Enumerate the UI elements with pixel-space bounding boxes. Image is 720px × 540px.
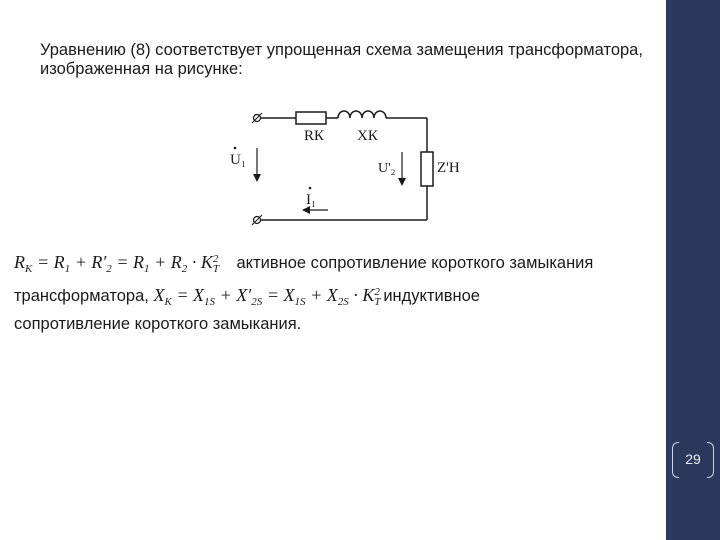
formula2-term2: + X′	[219, 285, 252, 305]
formula-rk-line	[14, 252, 593, 274]
formula2-term3: = X	[266, 285, 295, 305]
formula1-term3: = R	[116, 252, 145, 272]
intro-text: Уравнению (8) соответствует упрощенная схема замещения трансформатора, изображенная на рисунке:	[40, 41, 643, 78]
formula2-kt: · K	[353, 285, 375, 305]
formula2-term4: + X	[310, 285, 338, 305]
label-xk: XК	[357, 128, 378, 144]
xk-subscript: K	[164, 296, 172, 308]
formula1-description: активное сопротивление короткого замыкания	[236, 254, 594, 272]
formula1-sub3: 1	[144, 263, 150, 275]
formula1-term1: = R	[36, 252, 65, 272]
formula2-sub4: 2S	[337, 296, 349, 308]
label-rk: RК	[304, 128, 325, 144]
formula1-kt-sub: T	[212, 262, 220, 275]
formula1-sub1: 1	[64, 263, 71, 275]
formula1-kt: · K	[191, 252, 213, 272]
formula1-kt-sup: 2	[212, 252, 219, 265]
load-resistor-zn	[421, 152, 433, 186]
formula2-sub2: 2S	[251, 296, 263, 308]
label-zn: Z'Н	[437, 160, 460, 176]
formula2-kt-sub: T	[374, 295, 381, 308]
formula2-sub1: 1S	[204, 296, 216, 308]
page-number-box	[672, 442, 714, 478]
formula1-term4: + R	[154, 252, 182, 272]
equivalent-circuit-diagram	[220, 100, 480, 230]
label-u2: U'₂	[378, 161, 396, 176]
formula2-prefix: трансформатора,	[14, 287, 149, 305]
formula2-term1: = X	[176, 285, 205, 305]
formula2-description: индуктивное	[383, 287, 480, 305]
formula1-term2: + R′	[74, 252, 107, 272]
xk-symbol: X	[153, 285, 165, 305]
inductor-xk	[338, 111, 386, 118]
formula-continuation-line: сопротивление короткого замыкания.	[14, 315, 302, 333]
rk-symbol: R	[14, 252, 25, 272]
page-number: 29	[685, 451, 701, 467]
formula1-sub2: 2	[106, 263, 112, 275]
formula-xk-line	[14, 285, 480, 307]
resistor-rk	[296, 112, 326, 124]
label-u1: U₁	[230, 152, 247, 168]
formula2-kt-sup: 2	[374, 285, 380, 298]
formula1-sub4: 2	[181, 263, 188, 275]
label-i1: I₁	[306, 192, 317, 208]
rk-subscript: K	[25, 263, 33, 275]
formula2-sub3: 1S	[294, 296, 306, 308]
